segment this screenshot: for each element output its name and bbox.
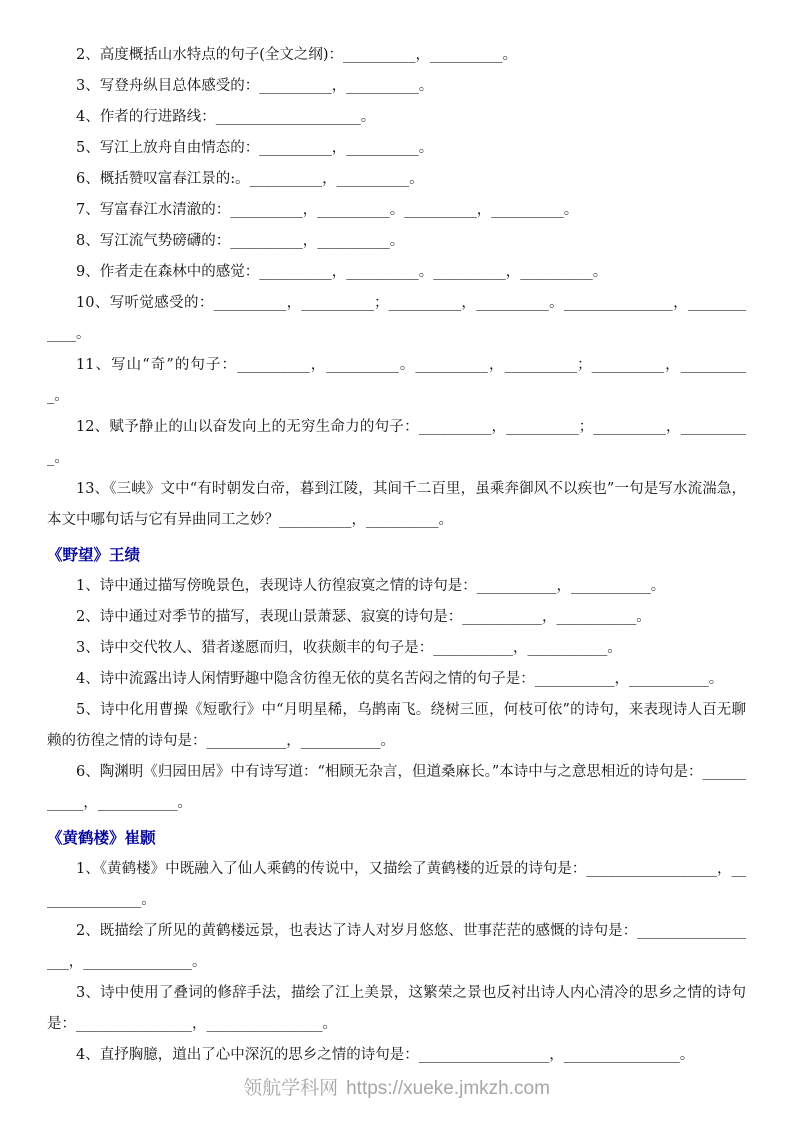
yewang-question-6: 6、陶渊明《归园田居》中有诗写道：“相顾无杂言，但道桑麻长。”本诗中与之意思相近的诗句是：___________，___________。 (47, 764, 746, 811)
huanghelou-question-4: 4、直抒胸臆，道出了心中深沉的思乡之情的诗句是：__________________，________________。 (76, 1047, 695, 1063)
question-8-pangbo: 8、写江流气势磅礴的：__________，__________。 (76, 233, 405, 249)
yewang-question-2: 2、诗中通过对季节的描写，表现山景萧瑟、寂寞的诗句是：___________，___________。 (76, 609, 651, 625)
footer-site-url: https://xueke.jmkzh.com (346, 1078, 550, 1099)
question-2-shanshui: 2、高度概括山水特点的句子(全文之纲)：__________，__________。 (76, 47, 518, 63)
question-13-sanxia: 13、《三峡》文中“有时朝发白帝，暮到江陵，其间千二百里，虽乘奔御风不以疾也”一句是写水流湍急，本文中哪句话与它有异曲同工之妙？__________，__________。 (47, 481, 746, 528)
question-3-dengzhou: 3、写登舟纵目总体感受的：__________，__________。 (76, 78, 434, 94)
yewang-question-1: 1、诗中通过描写傍晚景色，表现诗人彷徨寂寞之情的诗句是：___________，___________。 (76, 578, 666, 594)
question-4-route: 4、作者的行进路线：____________________。 (76, 109, 376, 125)
huanghelou-question-1: 1、《黄鹤楼》中既融入了仙人乘鹤的传说中，又描绘了黄鹤楼的近景的诗句是：__________________，_______________。 (47, 861, 746, 908)
question-10-tingjue: 10、写听觉感受的：__________，__________；__________，__________。_______________，____________。 (47, 295, 746, 342)
question-5-fangzhou: 5、写江上放舟自由情态的：__________，__________。 (76, 140, 434, 156)
huanghelou-question-3: 3、诗中使用了叠词的修辞手法，描绘了江上美景，这繁荣之景也反衬出诗人内心清冷的思乡之情的诗句是：________________，________________。 (47, 985, 746, 1032)
yewang-question-3: 3、诗中交代牧人、猎者遂愿而归，收获颇丰的句子是：___________，___________。 (76, 640, 622, 656)
question-12-shengmingli: 12、赋予静止的山以奋发向上的无穷生命力的句子：__________，__________；__________，__________。 (47, 419, 746, 466)
question-11-shanqi: 11、写山“奇”的句子：__________，__________。__________，__________；__________，__________。 (47, 357, 746, 404)
huanghelou-question-2: 2、既描绘了所见的黄鹤楼远景，也表达了诗人对岁月悠悠、世事茫茫的感慨的诗句是：__________________，_______________。 (47, 923, 746, 970)
section-heading-huanghelou: 《黄鹤楼》崔颢 (47, 829, 156, 847)
question-6-fuchunjiang: 6、概括赞叹富春江景的:。__________，__________。 (76, 171, 424, 187)
section-heading-yewang: 《野望》王绩 (47, 546, 141, 564)
watermark-footer (0, 1073, 793, 1100)
yewang-question-5: 5、诗中化用曹操《短歌行》中“月明星稀，乌鹊南飞。绕树三匝，何枝可依”的诗句，来表现诗人百无聊赖的彷徨之情的诗句是：___________，___________。 (47, 702, 746, 749)
footer-site-name: 领航学科网 (243, 1078, 339, 1099)
question-9-senlin: 9、作者走在森林中的感觉：__________，__________。__________，__________。 (76, 264, 608, 280)
yewang-question-4: 4、诗中流露出诗人闲情野趣中隐含彷徨无依的莫名苦闷之情的句子是：___________，___________。 (76, 671, 724, 687)
question-7-qingche: 7、写富春江水清澈的：__________，__________。__________，__________。 (76, 202, 579, 218)
